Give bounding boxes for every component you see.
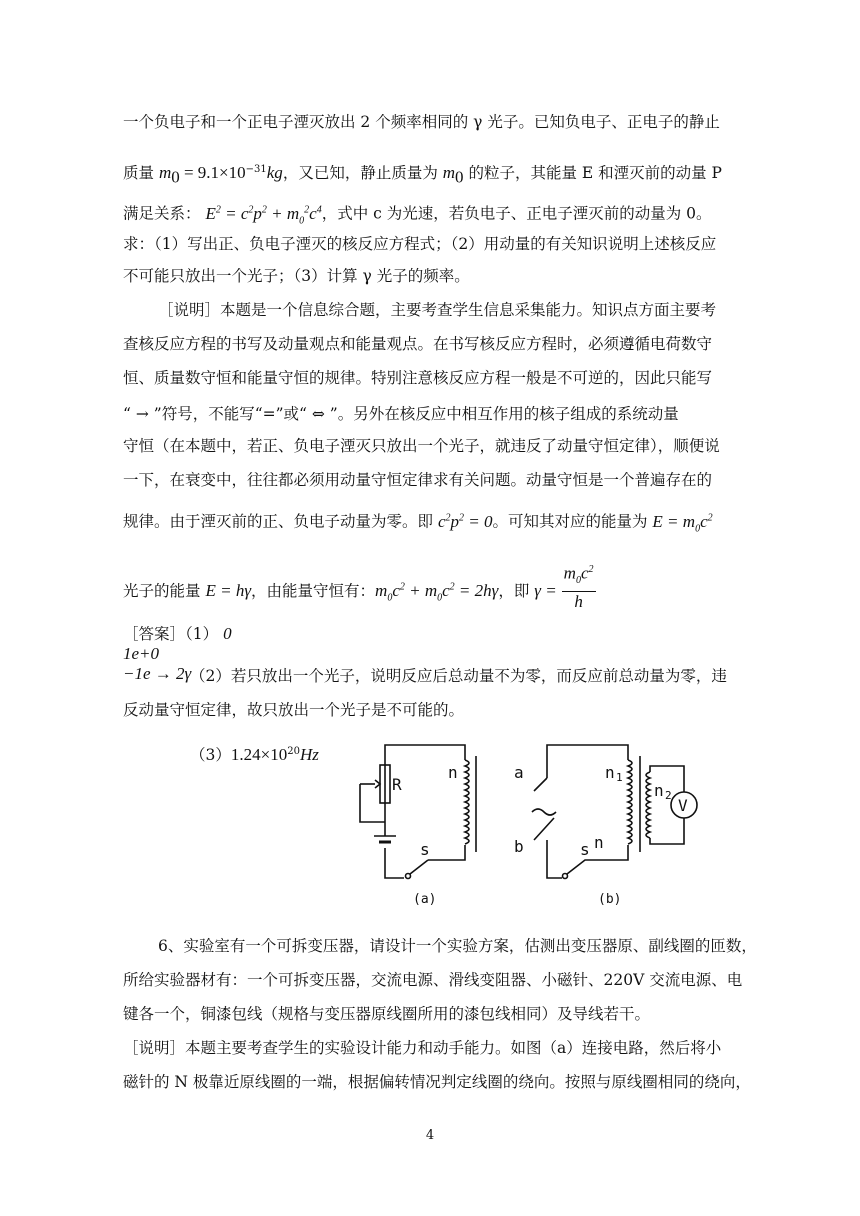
problem5-line5: 不可能只放出一个光子；（3）计算 γ 光子的频率。 — [123, 267, 470, 285]
problem6-line3: 键各一个，铜漆包线（规格与变压器原线圈所用的漆包线相同）及导线若干。 — [123, 1005, 651, 1023]
explain5-line6: 一下，在衰变中，往往都必须用动量守恒定律求有关问题。动量守恒是一个普遍存在的 — [123, 471, 713, 489]
page-number: 4 — [425, 1128, 435, 1143]
frequency-fraction: $\frac{m_0c^2}{h}$ — [562, 560, 596, 612]
problem5-line3: 满足关系： $E^2 = c^2p^2 + m_0^2c^4$，式中 c 为光速，若负电子、正电子湮灭前的动量为 0。 — [123, 203, 712, 227]
explain5-line3: 恒、质量数守恒和能量守恒的规律。特别注意核反应方程一般是不可逆的，因此只能写 — [123, 369, 713, 387]
answer5-line1: ［答案］（1） 0 1e+0 −1e → 2γ — [123, 624, 232, 683]
label-b: b — [514, 837, 524, 856]
answer5-line3: 反动量守恒定律，故只放出一个光子是不可能的。 — [123, 701, 465, 719]
explain5-line2: 查核反应方程的书写及动量观点和能量观点。在书写核反应方程时，必须遵循电荷数守 — [123, 335, 713, 353]
problem6-line2: 所给实验器材有：一个可拆变压器，交流电源、滑线变阻器、小磁针、220V 交流电源、电 — [123, 971, 743, 989]
label-n-b: n — [594, 833, 604, 852]
answer5-line4: $(3)1.24\times 10^{20}Hz$ — [190, 745, 319, 765]
explain5-line5: 守恒（在本题中，若正、负电子湮灭只放出一个光子，就违反了动量守恒定律），顺便说 — [123, 437, 720, 455]
caption-a: (a) — [413, 892, 437, 907]
problem5-line4: 求：（1）写出正、负电子湮灭的核反应方程式；（2）用动量的有关知识说明上述核反应 — [123, 235, 717, 253]
svg-text:1: 1 — [616, 771, 623, 784]
explain5-line7: 规律。由于湮灭前的正、负电子动量为零。即 $c^2p^2 = 0$。可知其对应的能量为 $E = m_0c^2$ — [123, 511, 713, 535]
label-n1: n — [605, 763, 615, 782]
caption-b: (b) — [598, 892, 622, 907]
explain5-line8: 光子的能量 E = hγ，由能量守恒有：$m_0c^2 + m_0c^2 = 2h\gamma$，即 γ = $\frac{m_0c^2}{h}$ — [123, 566, 743, 618]
answer5-line2: （2）若只放出一个光子，说明反应后总动量不为零，而反应前总动量为零，违 — [190, 667, 727, 685]
problem6-line1: 6、实验室有一个可拆变压器，请设计一个实验方案，估测出变压器原、副线圈的匝数， — [158, 937, 757, 955]
problem5-line2: 质量 $m_0 = 9.1\times 10^{-31}kg$，又已知，静止质量为 $m_0$ 的粒子，其能量 E 和湮灭前的动量 P — [123, 163, 722, 187]
explain5-line4: “ → ”符号，不能写“=”或“ ⇔ ”。另外在核反应中相互作用的核子组成的系统动量 — [123, 405, 679, 423]
label-s-b: s — [580, 840, 590, 859]
explain6-line1: ［说明］本题主要考查学生的实验设计能力和动手能力。如图（a）连接电路，然后将小 — [123, 1039, 722, 1057]
annihilation-equation: 0 1e+0 −1e → 2γ — [123, 624, 232, 683]
label-R: R — [392, 775, 402, 794]
explain5-line1: ［说明］本题是一个信息综合题，主要考查学生信息采集能力。知识点方面主要考 — [158, 301, 717, 319]
label-n-a: n — [448, 763, 458, 782]
label-s-a: s — [420, 840, 430, 859]
explain6-line2: 磁针的 N 极靠近原线圈的一端，根据偏转情况判定线圈的绕向。按照与原线圈相同的绕向， — [123, 1073, 751, 1091]
label-V: V — [678, 796, 688, 815]
problem5-line1: 一个负电子和一个正电子湮灭放出 2 个频率相同的 γ 光子。已知负电子、正电子的静止 — [123, 113, 720, 131]
energy-momentum-relation: $E^2 = c^2p^2 + m_0^2c^4$ — [205, 203, 322, 227]
svg-text:2: 2 — [665, 789, 672, 802]
label-n2: n — [654, 781, 664, 800]
label-a: a — [514, 763, 524, 782]
